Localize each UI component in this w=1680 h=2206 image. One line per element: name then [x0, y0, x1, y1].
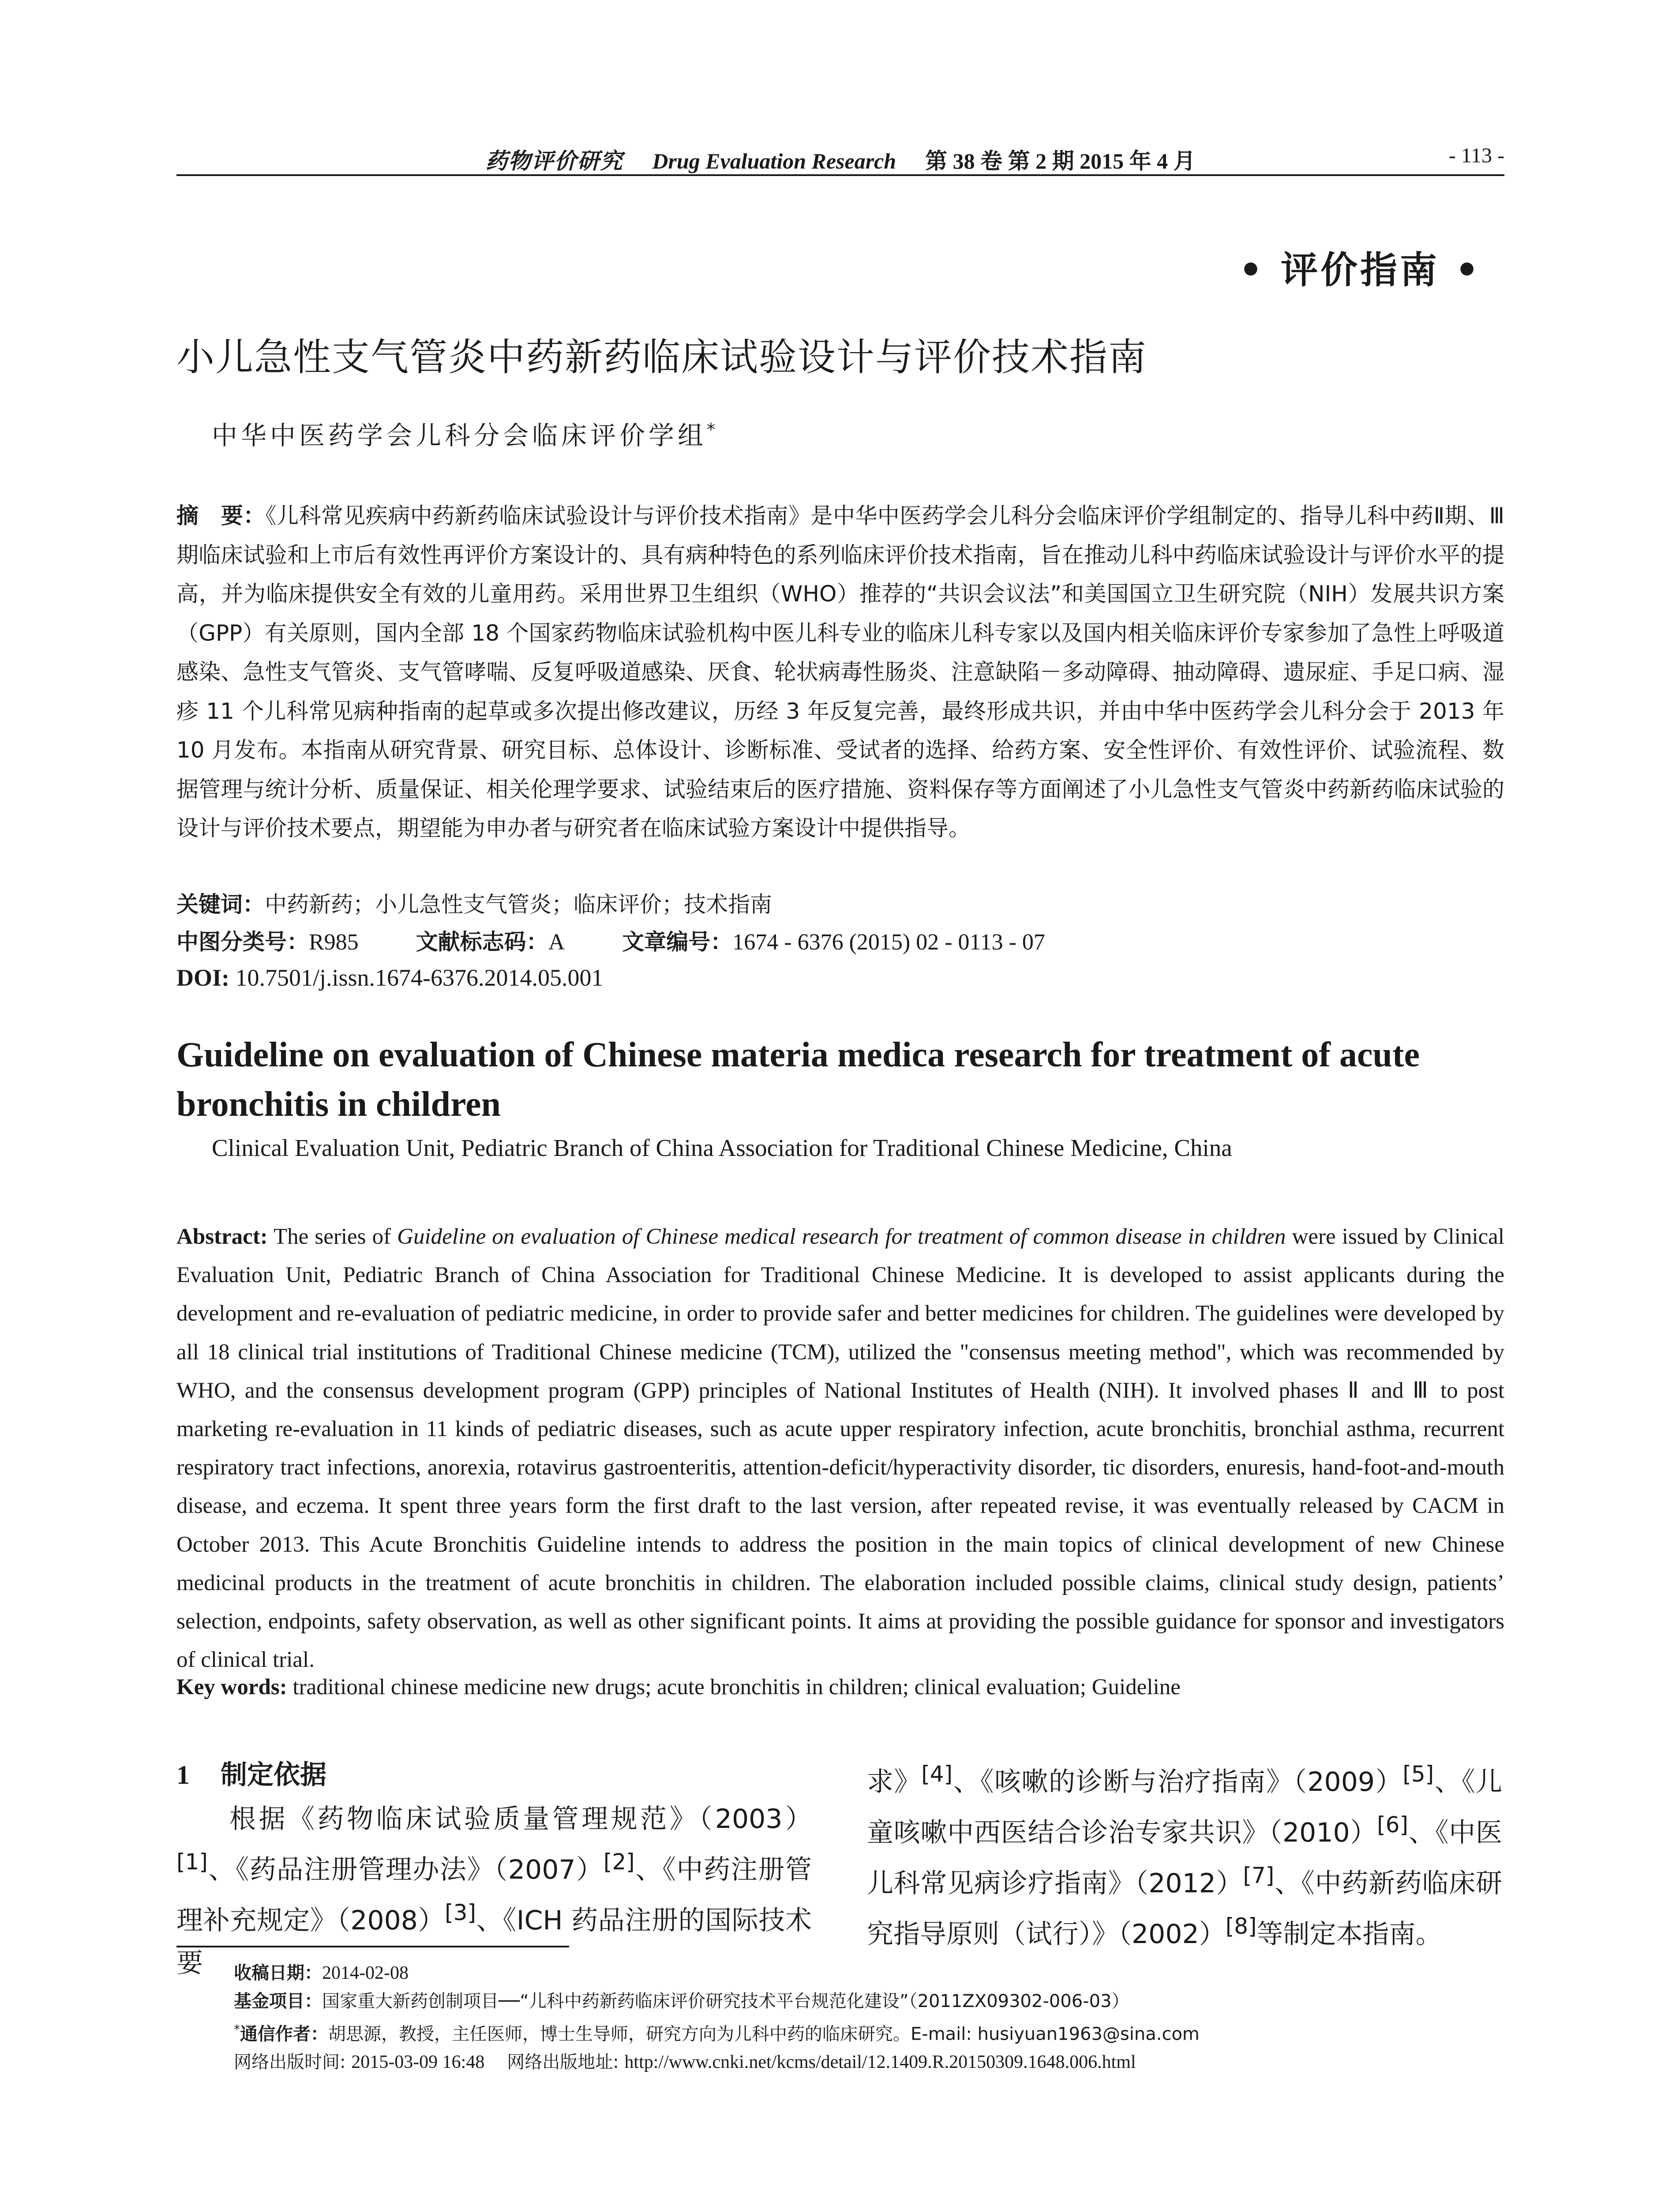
- keywords-en: [176, 1674, 1504, 1700]
- article-title-en: Guideline on evaluation of Chinese materia medica research for treatment of acute bronchitis in children: [176, 1035, 1420, 1124]
- footnote-fund-label: 基金项目：: [234, 1991, 322, 2011]
- running-header-center: [176, 143, 1504, 175]
- doi-label: DOI:: [176, 964, 229, 991]
- running-header: [176, 139, 1504, 176]
- footnote-divider: [176, 1946, 569, 1947]
- footnote-received: [234, 1959, 1513, 1987]
- footnote-online-time-label: 网络出版时间:: [234, 2052, 352, 2073]
- author-cn: [212, 415, 715, 452]
- abstract-cn-text: 《儿科常见疾病中药新药临床试验设计与评价技术指南》是中华中医药学会儿科分会临床评价学组制定的、指导儿科中药Ⅱ期、Ⅲ期临床试验和上市后有效性再评价方案设计的、具有病种特色的系列临床评价技术指南，旨在推动儿科中药临床试验设计与评价水平的提高，并为临床提供安全有效的儿童用药。采用世界卫生组织（WHO）推荐的“共识会议法”和美国国立卫生研究院（NIH）发展共识方案（GPP）有关原则，国内全部 18 个国家药物临床试验机构中医儿科专业的临床儿科专家以及国内相关临床评价专家参加了急性上呼吸道感染、急性支气管炎、支气管哮喘、反复呼吸道感染、厌食、轮状病毒性肠炎、注意缺陷－多动障碍、抽动障碍、遗尿症、手足口病、湿疹 11 个儿科常见病种指南的起草或多次提出修改建议，历经 3 年反复完善，最终形成共识，并由中华中医药学会儿科分会于 2013 年 10 月发布。本指南从研究背景、研究目标、总体设计、诊断标准、受试者的选择、给药方案、安全性评价、有效性评价、试验流程、数据管理与统计分析、质量保证、相关伦理学要求、试验结束后的医疗措施、资料保存等方面阐述了小儿急性支气管炎中药新药临床试验的设计与评价技术要点，期望能为申办者与研究者在临床试验方案设计中提供指导。: [176, 503, 1504, 841]
- footnote-received-value: 2014-02-08: [322, 1963, 409, 1983]
- citation-ref: [5]: [1402, 1761, 1434, 1787]
- body-text-run: 根据《药物临床试验质量管理规范》（2003）: [229, 1804, 812, 1835]
- section-label: • 评价指南 •: [1239, 248, 1481, 292]
- footnote-online-url-value[interactable]: http://www.cnki.net/kcms/detail/12.1409.R.20150309.1648.006.html: [624, 2052, 1136, 2073]
- footnote-corr-value: 胡思源，教授，主任医师，博士生导师，研究方向为儿科中药的临床研究。E-mail: husiyuan1963@sina.com: [328, 2024, 1200, 2045]
- body-text-run: 等制定本指南。: [1256, 1919, 1442, 1950]
- body-text-run: 、《药品注册管理办法》（2007）: [207, 1854, 604, 1885]
- clc-label: 中图分类号：: [176, 929, 309, 955]
- abstract-en-pre: The series of: [267, 1224, 398, 1249]
- body-text-run: 求》: [867, 1767, 922, 1797]
- journal-name-en: Drug Evaluation Research: [652, 149, 896, 173]
- issue-info: 第 38 卷 第 2 期 2015 年 4 月: [925, 149, 1196, 173]
- doi-line: [176, 964, 604, 991]
- footnote-corresponding-author: [234, 2015, 1513, 2048]
- footnotes: [234, 1959, 1513, 2076]
- section-1-paragraph-right: [867, 1753, 1502, 1956]
- section-1-heading: [176, 1754, 812, 1792]
- footnote-online-time-value: 2015-03-09 16:48: [351, 2052, 485, 2073]
- citation-ref: [1]: [176, 1849, 208, 1875]
- body-column-left: [176, 1754, 812, 1985]
- section-1-paragraph-left: [176, 1798, 812, 1985]
- footnote-corr-label: 通信作者：: [240, 2024, 328, 2045]
- clc-value: R985: [309, 930, 359, 955]
- abstract-en-text: were issued by Clinical Evaluation Unit, Pediatric Branch of China Association for Traditional Chinese Medicine. It is developed to assist applicants during the development and re-evaluation of pediatric medicine, in order to provide safer and better medicines for children. The guidelines were developed by all 18 clinical trial institutions of Traditional Chinese medicine (TCM), utilized the "consensus meeting method", which was recommended by WHO, and the consensus development program (GPP) principles of National Institutes of Health (NIH). It involved phases Ⅱ and Ⅲ to post marketing re-evaluation in 11 kinds of pediatric diseases, such as acute upper respiratory infection, acute bronchitis, bronchial asthma, recurrent respiratory tract infections, anorexia, rotavirus gastroenteritis, attention-deficit/hyperactivity disorder, tic disorders, enuresis, hand-foot-and-mouth disease, and eczema. It spent three years form the first draft to the last version, after repeated revise, it was eventually released by CACM in October 2013. This Acute Bronchitis Guideline intends to address the position in the main topics of clinical development of new Chinese medicinal products in the treatment of acute bronchitis in children. The elaboration included possible claims, clinical study design, patients’ selection, endpoints, safety observation, as well as other significant points. It aims at providing the possible guidance for sponsor and investigators of clinical trial.: [176, 1224, 1504, 1673]
- citation-ref: [6]: [1377, 1812, 1408, 1838]
- abstract-cn-label: 摘 要：: [176, 503, 266, 529]
- footnote-online: [234, 2048, 1513, 2076]
- footnote-fund: [234, 1987, 1513, 2015]
- classification-line: [176, 924, 1504, 956]
- citation-ref: [7]: [1243, 1863, 1275, 1888]
- abstract-en-label: Abstract:: [176, 1224, 268, 1249]
- section-1-number: 1: [176, 1760, 190, 1790]
- citation-ref: [2]: [603, 1849, 635, 1875]
- body-text-run: 、《中医儿科常见病诊疗指南》（2012）: [867, 1817, 1502, 1899]
- keywords-cn: [176, 887, 1504, 919]
- abstract-cn: [176, 496, 1504, 848]
- author-cn-mark: *: [707, 420, 716, 439]
- page-number: - 113 -: [1448, 144, 1504, 167]
- footnote-corr-mark: *: [234, 2022, 240, 2037]
- section-1-title: 制定依据: [221, 1760, 326, 1790]
- keywords-cn-text: 中药新药；小儿急性支气管炎；临床评价；技术指南: [265, 892, 772, 917]
- footnote-fund-value: 国家重大新药创制项目──“儿科中药新药临床评价研究技术平台规范化建设”（2011ZX09302-006-03）: [322, 1991, 1129, 2011]
- body-text-run: 、《ICH 药品注册的国际技术要: [176, 1905, 812, 1979]
- author-cn-name: 中华中医药学会儿科分会临床评价学组: [212, 420, 707, 450]
- abstract-en-italic-title: Guideline on evaluation of Chinese medical research for treatment of common disease in children: [397, 1224, 1286, 1249]
- body-text-run: 、《咳嗽的诊断与治疗指南》（2009）: [952, 1767, 1403, 1797]
- author-en: Clinical Evaluation Unit, Pediatric Branch of China Association for Traditional Chinese Medicine, China: [212, 1134, 1232, 1161]
- body-text-run: 、《中药新药临床研究指导原则（试行）》（2002）: [867, 1868, 1503, 1950]
- footnote-received-label: 收稿日期：: [234, 1963, 322, 1983]
- article-number-label: 文章编号：: [622, 929, 733, 955]
- body-text-run: 、《儿童咳嗽中西医结合诊治专家共识》（2010）: [867, 1767, 1503, 1848]
- footnote-online-url-label: 网络出版地址:: [507, 2052, 625, 2073]
- citation-ref: [8]: [1225, 1913, 1257, 1939]
- keywords-cn-label: 关键词：: [176, 892, 265, 917]
- doi-value: 10.7501/j.issn.1674-6376.2014.05.001: [235, 964, 604, 991]
- citation-ref: [3]: [445, 1900, 476, 1925]
- keywords-en-label: Key words:: [176, 1675, 287, 1700]
- article-title-cn: 小儿急性支气管炎中药新药临床试验设计与评价技术指南: [176, 335, 1147, 379]
- doc-code-value: A: [548, 930, 565, 955]
- citation-ref: [4]: [921, 1761, 953, 1787]
- journal-name-cn: 药物评价研究: [485, 148, 623, 174]
- doc-code-label: 文献标志码：: [416, 929, 548, 955]
- article-number-value: 1674 - 6376 (2015) 02 - 0113 - 07: [732, 930, 1045, 955]
- body-text-run: 、《中药注册管理补充规定》（2008）: [176, 1854, 812, 1936]
- abstract-en: [176, 1218, 1504, 1679]
- keywords-en-text: traditional chinese medicine new drugs; acute bronchitis in children; clinical evaluation; Guideline: [287, 1675, 1181, 1700]
- body-column-right: [867, 1754, 1502, 1956]
